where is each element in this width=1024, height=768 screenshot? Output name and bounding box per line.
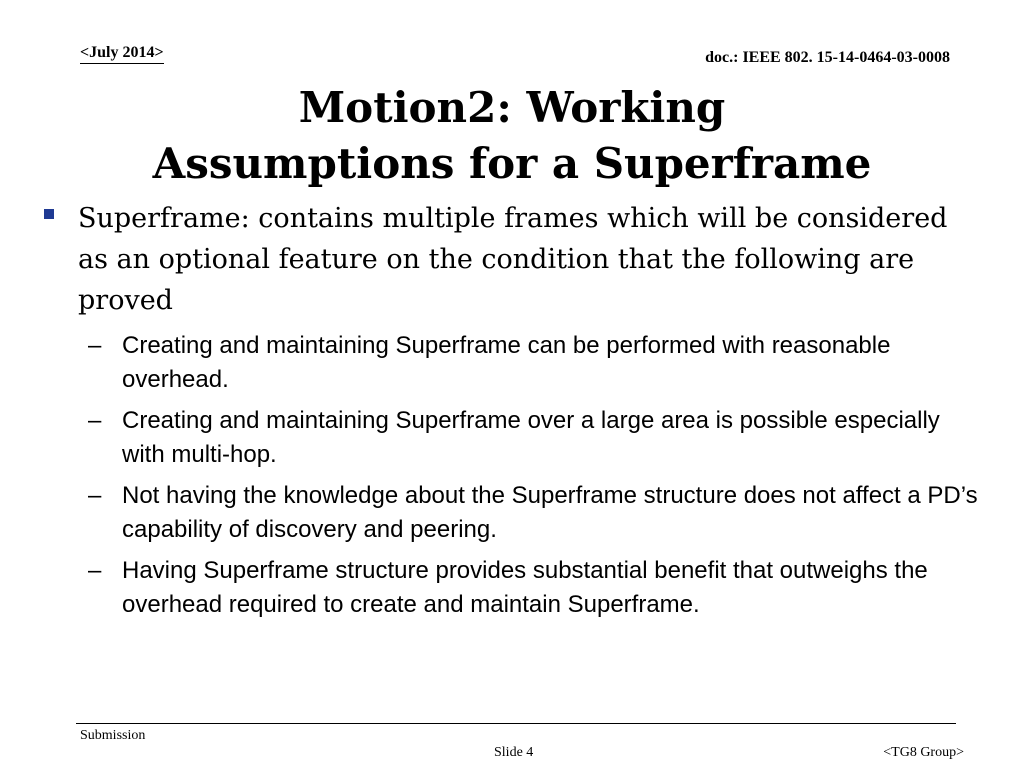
footer-slide-number: Slide 4 xyxy=(494,745,534,760)
header-date: <July 2014> xyxy=(80,44,164,64)
slide-title xyxy=(60,80,964,192)
sub-bullet-item xyxy=(88,554,984,622)
square-bullet-icon xyxy=(44,209,54,219)
footer-submission: Submission xyxy=(80,728,146,743)
footer-divider xyxy=(76,723,956,724)
sub-bullet-text: Creating and maintaining Superframe can be performed with reasonable overhead. xyxy=(122,332,891,393)
sub-bullet-text: Not having the knowledge about the Superframe structure does not affect a PD’s capability of discovery and peering. xyxy=(122,482,978,543)
dash-bullet-icon: – xyxy=(88,482,102,509)
dash-bullet-icon: – xyxy=(88,407,102,434)
dash-bullet-icon: – xyxy=(88,557,102,584)
main-bullet-text: Superframe: contains multiple frames which will be considered as an optional feature on the condition that the following are proved xyxy=(78,203,948,316)
sub-bullet-item xyxy=(88,479,984,547)
sub-bullet-item xyxy=(88,329,984,397)
slide-content xyxy=(44,198,984,629)
sub-bullet-text: Creating and maintaining Superframe over a large area is possible especially with multi-hop. xyxy=(122,407,940,468)
main-bullet xyxy=(44,198,984,321)
sub-bullet-text: Having Superframe structure provides substantial benefit that outweighs the overhead required to create and maintain Superframe. xyxy=(122,557,928,618)
sub-bullet-list xyxy=(88,329,984,622)
slide-title-line-2: Assumptions for a Superframe xyxy=(152,139,872,188)
footer-group: <TG8 Group> xyxy=(883,745,964,760)
header-doc-id: doc.: IEEE 802. 15-14-0464-03-0008 xyxy=(705,49,950,66)
slide-title-line-1: Motion2: Working xyxy=(298,83,726,132)
dash-bullet-icon: – xyxy=(88,332,102,359)
sub-bullet-item xyxy=(88,404,984,472)
